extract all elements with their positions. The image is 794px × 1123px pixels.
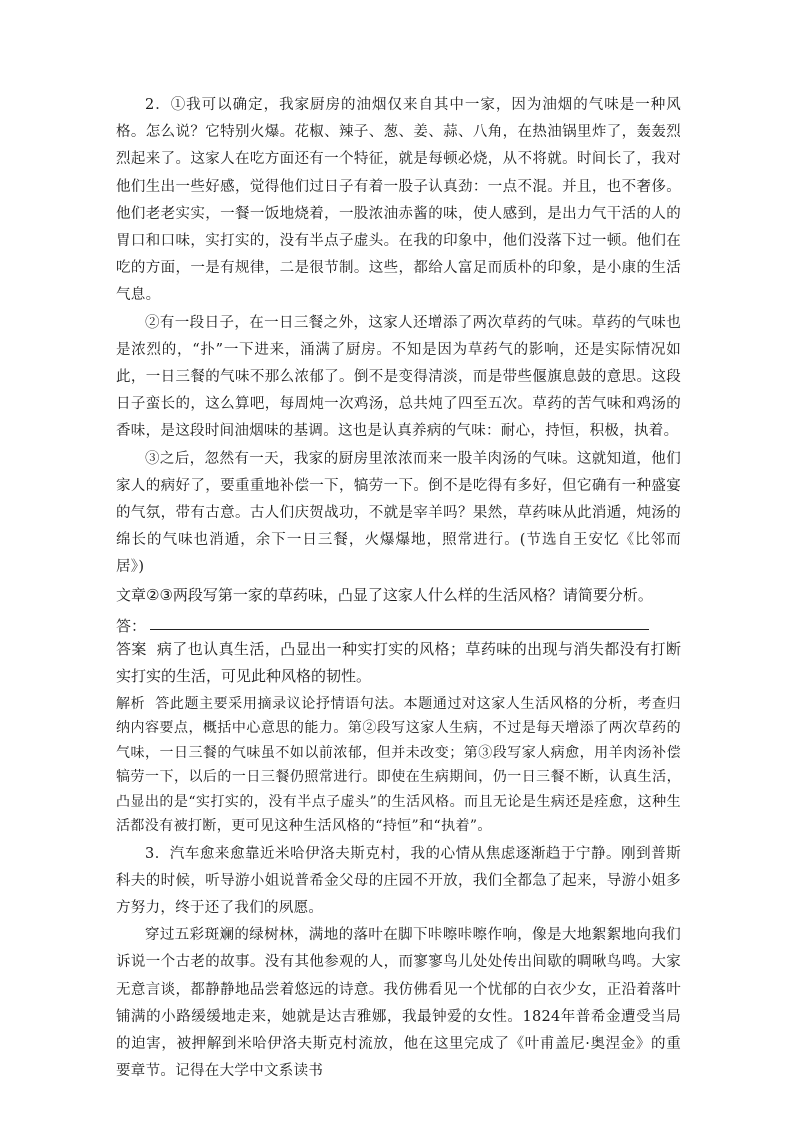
analysis-block [116, 692, 681, 839]
answer-underline [150, 629, 649, 630]
q2-question: 文章②③两段写第一家的草药味，凸显了这家人什么样的生活风格？请简要分析。 [116, 585, 653, 604]
q2-paragraph-1: 2．①我可以确定，我家厨房的油烟仅来自其中一家，因为油烟的气味是一种风格。怎么说？它特别火爆。花椒、辣子、葱、姜、蒜、八角，在热油锅里炸了，轰轰烈烈起来了。这家人在吃方面还有一个特征，就是每顿必烧，从不将就。时间长了，我对他们生出一些好感，觉得他们过日子有着一股子认真劲：一点不混。并且，也不奢侈。他们老老实实，一餐一饭地烧着，一股浓油赤酱的味，使人感到，是出力气干活的人的胃口和口味，实打实的，没有半点子虚头。在我的印象中，他们没落下过一顿。他们在吃的方面，一是有规律，二是很节制。这些，都给人富足而质朴的印象，是小康的生活气息。 [116, 97, 681, 304]
document-page [116, 92, 681, 1085]
q2-paragraph-3: ③之后，忽然有一天，我家的厨房里浓浓而来一股羊肉汤的气味。这就知道，他们家人的病好了，要重重地补偿一下，犒劳一下。倒不是吃得有多好，但它确有一种盛宴的气氛，带有古意。古人们庆贺战功，不就是宰羊吗？果然，草药味从此消遁，炖汤的绵长的气味也消遁，余下一日三餐，火爆爆地，照常进行。(节选自王安忆《比邻而居》) [116, 450, 681, 576]
answer-text: 病了也认真生活，凸显出一种实打实的风格；草药味的出现与消失都没有打断实打实的生活，可见此种风格的韧性。 [116, 639, 681, 685]
q2-paragraph-2: ②有一段日子，在一日三餐之外，这家人还增添了两次草药的气味。草药的气味也是浓烈的，“扑”一下进来，涌满了厨房。不知是因为草药气的影响，还是实际情况如此，一日三餐的气味不那么浓郁了。倒不是变得清淡，而是带些偃旗息鼓的意思。这段日子蛮长的，这么算吧，每周炖一次鸡汤，总共炖了四至五次。草药的苦气味和鸡汤的香味，是这段时间油烟味的基调。这也是认真养病的气味：耐心，持恒，积极，执着。 [116, 314, 681, 440]
answer-tag: 答案 [116, 639, 147, 658]
answer-blank-line [116, 609, 681, 636]
answer-block [116, 636, 681, 690]
analysis-text: 答此题主要采用摘录议论抒情语句法。本题通过对这家人生活风格的分析，考查归纳内容要点，概括中心意思的能力。第②段写这家人生病，不过是每天增添了两次草药的气味，一日三餐的气味虽不如以前浓郁，但并未改变；第③段写家人病愈，用羊肉汤补偿犒劳一下，以后的一日三餐仍照常进行。即使在生病期间，仍一日三餐不断，认真生活，凸显出的是“实打实的，没有半点子虚头”的生活风格。而且无论是生病还是痊愈，这种生活都没有被打断，更可见这种生活风格的“持恒”和“执着”。 [116, 695, 681, 835]
q3-paragraph-1: 3．汽车愈来愈靠近米哈伊洛夫斯克村，我的心情从焦虑逐渐趋于宁静。刚到普斯科夫的时候，听导游小姐说普希金父母的庄园不开放，我们全都急了起来，导游小姐多方努力，终于还了我们的夙愿。 [116, 845, 681, 917]
analysis-tag: 解析 [116, 695, 146, 712]
q3-paragraph-2: 穿过五彩斑斓的绿树林，满地的落叶在脚下咔嚓咔嚓作响，像是大地絮絮地向我们诉说一个古老的故事。没有其他参观的人，而寥寥鸟儿处处传出间歇的啁啾鸟鸣。大家无意言谈，都静静地品尝着悠远的诗意。我仿佛看见一个忧郁的白衣少女，正沿着落叶铺满的小路缓缓地走来，她就是达吉雅娜，我最钟爱的女性。1824年普希金遭受当局的迫害，被押解到米哈伊洛夫斯克村流放，他在这里完成了《叶甫盖尼·奥涅金》的重要章节。记得在大学中文系读书 [116, 927, 681, 1080]
answer-prompt: 答： [116, 616, 147, 635]
